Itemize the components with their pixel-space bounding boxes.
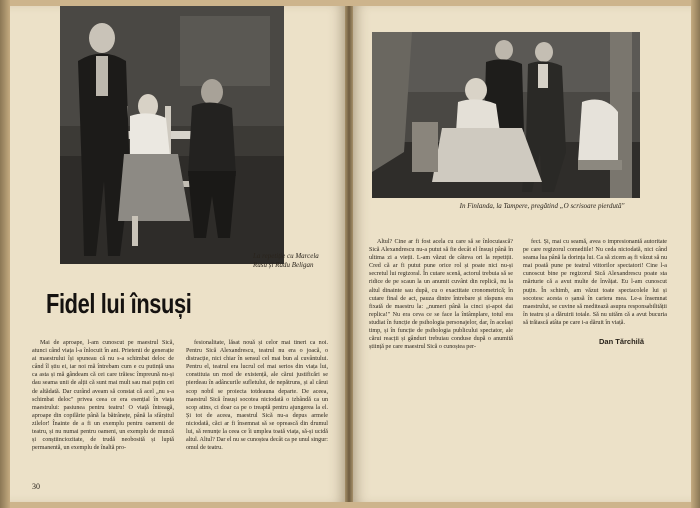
page-number: 30 <box>32 482 40 491</box>
left-page <box>10 6 345 502</box>
article-column-4 <box>523 238 667 326</box>
article-paragraph: fect. Și, mai cu seamă, avea o impresionantă autoritate pe care regizorul comediile! Nu ceda niciodată, nici când seama lua până la dorința lui. Ca să zicem aș fi văzut să nu mai poată pune pe teatrul viitorilor spectatori! Cine l-a cunoscut bine pe regizorul Sică Alexandrescu poate sta mărturie că a avut multe de învățat. Eu l-am cunoscut puțin. În schimb, am văzut toate spectacolele lui și socotesc acesta o șansă în cariera mea. Le-a însemnat maestrului, se cuvine să meditează asupra responsabilității în teatru și a dăruirii totale. Să nu uităm că a avut bucuria să trăiască atâta pe care i-a dăruit în viață. <box>523 239 667 326</box>
book-gutter <box>345 6 353 502</box>
finland-photo-caption: In Finlanda, la Tampere, pregătind „O scrisoare pierdută" <box>459 202 625 210</box>
article-column-1 <box>32 339 174 467</box>
article-column-2 <box>186 339 328 467</box>
article-paragraph: fesionalitate, lăsat nouă și celor mai tineri ca noi. Pentru Sică Alexandrescu, teatrul nu era o joacă, o distracție, nici chiar în sensul cel mai bun al cuvântului. Pentru el, teatrul era lucrul cel mai serios din viața lui, constituia un mod de existență, ale cărui justificări se pierdeau în adâncurile sufletului, de nepătruns, și al cărui scop nobil se proiecta totdeauna departe. De aceea, maestrul Sică însuși socotea niciodată o izbândă ca un scop atins, ci doar ca pe o treaptă pentru ajungerea la el. Și tot de aceea, maestrul Sică nu-a depus armele niciodată, căci ar fi însemnat să se oprească din drumul lui, să renunțe la ceea ce îi umplea toată viața, să-și ucidă altul. Altul? Dar el nu se cunoștea decât ca pe unul singur: omul de teatru. <box>186 340 328 452</box>
rehearsal-photo <box>60 6 284 264</box>
article-column-3 <box>369 238 513 356</box>
article-paragraph: Mai de aproape, l-am cunoscut pe maestrul Sică, atunci când viața l-a înlocuit în ani. Prietenii de generație ai maestrului își spuneau că nu s-a schimbat deloc de când îl știu ei, iar noi mă întrebam cum e cu putință una ca asta și mă gândeam că cei care trăiesc împreună nu-și dau seama unii de alții că sunt mai mult sau mai puțin cei de altădată. Dar curând aveam să constat că acel „nu s-a schimbat deloc" privea ceea ce era esențial în viața maestrului: pasiunea pentru teatru! O viață întreagă, aproape din copilărie până la bătrânețe, până la sfârșitul zilelor! Înainte de a fi un exemplu pentru oamenii de teatru, și nu numai pentru oameni, un exemplu de muncă și conștiinciozitate, de trudă neobosită și luptă permanentă, un exemplu de înaltă pro- <box>32 340 174 452</box>
cover-edge-right <box>691 0 700 508</box>
rehearsal-photo-caption: La repetiție cu Marcela Rusu și Radu Beligan <box>253 252 319 269</box>
article-paragraph: Altul? Cine ar fi fost acela cu care să se înlocuiască? Sică Alexandrescu nu-a putut să fie decât el însuși până în ultima zi a vieții. L-am văzut de câteva ori la repetiții. Cred că ar fi putut pune orice rol și poate nici nu-și secretul lui regizoral. În cutare scenă, actorul trebuia să se ridice de pe scaun la un anumit cuvânt din replică, nu la altul dinainte sau după, cu o exactitate cronometrică; în cutare final de act, pauza dintre întrebare și răspuns era fixată de maestru la: „numeri până la cinci și-apoi dai replica!" Nu era ceva ce se face la întâmplare, totul era studiat în funcție de psihologia personajelor, dar, în același timp, și în funcție de psihologia publicului spectator, ale cărui reacții și gânduri trebuiau conduse după o anumită știință pe care maestrul Sică o cunoștea per- <box>369 239 513 351</box>
right-page <box>353 6 691 502</box>
finland-photo-image <box>372 32 640 198</box>
rehearsal-photo-image <box>60 6 284 264</box>
author-signature: Dan Tărchilă <box>599 337 645 346</box>
cover-edge-left <box>0 0 10 508</box>
article-headline: Fidel lui însuși <box>46 288 192 319</box>
finland-photo <box>372 32 640 198</box>
